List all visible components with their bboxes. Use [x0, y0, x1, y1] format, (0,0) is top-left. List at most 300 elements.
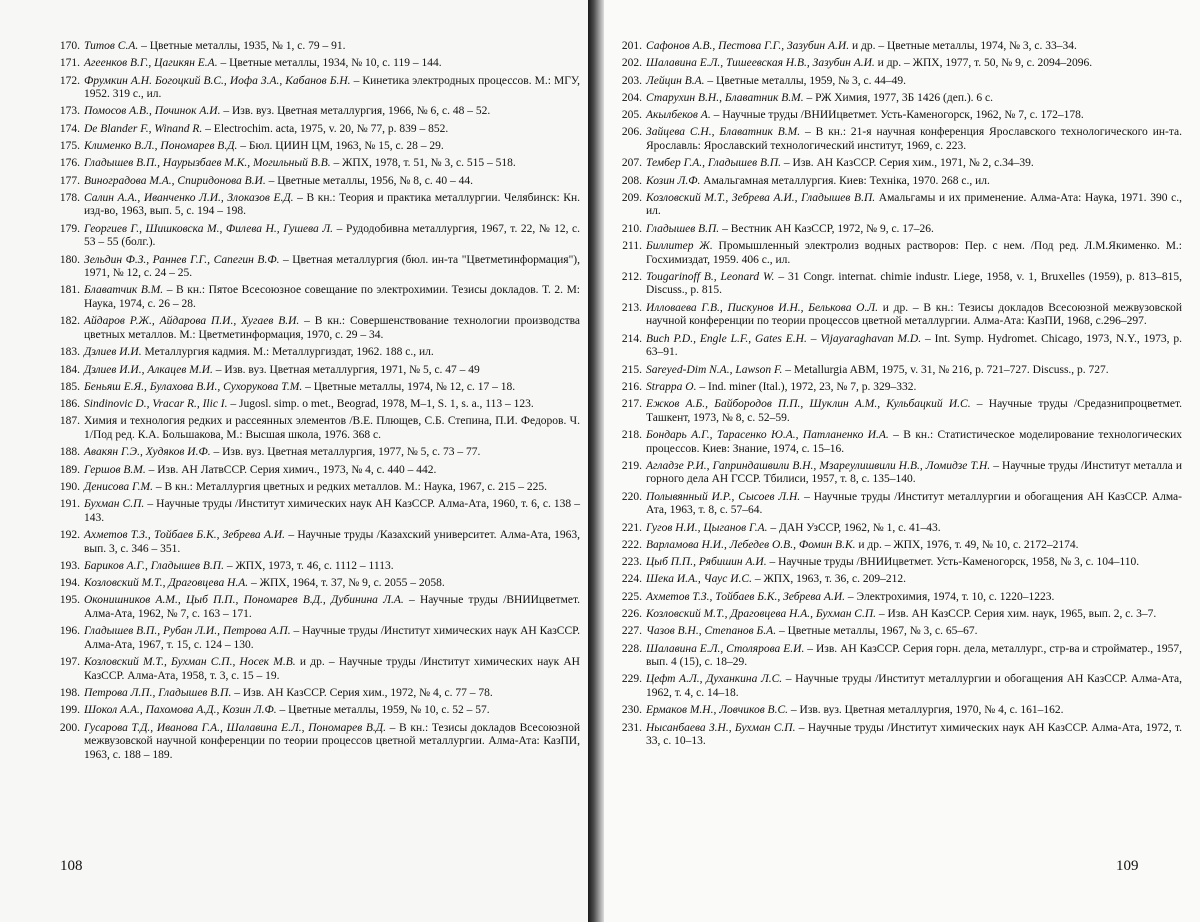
reference-body — [646, 364, 1182, 378]
reference-authors: Варламова Н.И., Лебедев О.В., Фомин В.К. — [646, 538, 856, 551]
reference-entry — [50, 381, 580, 395]
reference-entry — [612, 643, 1182, 670]
reference-entry — [50, 223, 580, 250]
reference-authors: Старухин В.Н., Блаватник В.М. — [646, 91, 804, 104]
reference-authors: Денисова Г.М. — [84, 480, 153, 493]
reference-number: 183. — [59, 346, 80, 359]
reference-body — [646, 591, 1182, 605]
reference-details: – Вестник АН КазССР, 1972, № 9, с. 17–26. — [719, 222, 934, 235]
reference-body — [646, 625, 1182, 639]
reference-body — [646, 75, 1182, 89]
reference-entry — [50, 656, 580, 683]
reference-details: – Изв. АН ЛатвССР. Серия химич., 1973, № 4, с. 440 – 442. — [145, 463, 437, 476]
reference-number: 203. — [621, 74, 642, 87]
reference-entry — [612, 429, 1182, 456]
reference-number: 220. — [621, 490, 642, 503]
reference-number: 211. — [622, 240, 642, 252]
reference-entry — [50, 704, 580, 718]
reference-entry — [612, 608, 1182, 622]
reference-number: 207. — [621, 157, 642, 170]
right-page — [604, 0, 1200, 922]
reference-body — [646, 381, 1182, 395]
reference-entry — [612, 40, 1182, 54]
reference-authors: Тембер Г.А., Гладышев В.П. — [646, 157, 782, 170]
reference-body — [84, 446, 580, 460]
reference-entry — [612, 223, 1182, 237]
reference-number: 228. — [621, 642, 642, 655]
reference-body — [646, 175, 1182, 189]
reference-entry — [612, 591, 1182, 605]
reference-body — [646, 556, 1182, 570]
reference-details: – Изв. вуз. Цветная металлургия, 1966, № 6, с. 48 – 52. — [220, 105, 491, 118]
reference-authors: Козловский М.Т., Драговцева Н.А. — [84, 577, 249, 590]
reference-body — [646, 491, 1182, 518]
reference-details: – Цветные металлы, 1974, № 12, с. 17 – 18. — [302, 380, 516, 393]
reference-entry — [612, 57, 1182, 71]
reference-number: 229. — [621, 673, 642, 686]
reference-number: 219. — [621, 459, 642, 472]
reference-number: 184. — [59, 363, 80, 376]
reference-number: 196. — [59, 625, 80, 638]
reference-number: 190. — [59, 480, 80, 493]
reference-body — [646, 302, 1182, 329]
reference-number: 197. — [59, 656, 80, 669]
reference-body — [84, 381, 580, 395]
reference-authors: Петрова Л.П., Гладышев В.П. — [84, 687, 232, 699]
reference-body — [84, 315, 580, 342]
reference-number: 192. — [59, 528, 80, 541]
reference-number: 223. — [621, 556, 642, 569]
reference-number: 171. — [59, 57, 80, 70]
reference-authors: Sareyed-Dim N.A., Lawson F. — [646, 363, 783, 376]
reference-details: – Изв. АН КазССР. Серия хим., 1972, № 4, с. 77 – 78. — [231, 687, 493, 699]
reference-number: 172. — [59, 74, 80, 87]
reference-details: – Int. Symp. Hydromet. Chicago, 1973, N.Y., 1973, p. 63–91. — [646, 332, 1182, 359]
reference-number: 216. — [621, 380, 642, 393]
reference-entry — [50, 464, 580, 478]
reference-authors: Биллитер Ж. — [646, 240, 713, 252]
reference-entry — [50, 254, 580, 281]
reference-entry — [50, 687, 580, 701]
reference-details: – Цветные металлы, 1935, № 1, с. 79 – 91. — [138, 40, 346, 52]
reference-number: 195. — [59, 594, 80, 607]
reference-details: – Научные труды /Средазнипроцветмет. Ташкент, 1973, № 8, с. 52–59. — [646, 398, 1182, 424]
reference-entry — [50, 560, 580, 574]
reference-entry — [50, 284, 580, 311]
reference-number: 221. — [621, 521, 642, 534]
reference-details: – Научные труды /ВНИИцветмет. Алма-Ата, 1962, № 7, с. 163 – 171. — [84, 594, 580, 620]
reference-authors: Лейцин В.А. — [646, 74, 705, 87]
reference-number: 209. — [621, 191, 642, 204]
reference-details: Металлургия кадмия. М.: Металлургиздат, 1962. 188 с., ил. — [141, 346, 434, 359]
reference-body — [84, 105, 580, 119]
reference-body — [84, 57, 580, 71]
reference-details: – В кн.: Статистическое моделирование технологических процессов. Киев: Знание, 1974, с. 15–16. — [646, 428, 1182, 455]
reference-number: 202. — [621, 57, 642, 70]
reference-body — [646, 109, 1182, 123]
reference-number: 189. — [59, 463, 80, 476]
reference-details: – Цветные металлы, 1959, № 3, с. 44–49. — [704, 74, 906, 87]
reference-body — [84, 560, 580, 574]
reference-number: 210. — [621, 222, 642, 235]
reference-entry — [612, 75, 1182, 89]
reference-body — [84, 625, 580, 652]
reference-body — [646, 429, 1182, 456]
reference-details: и др. – ЖПХ, 1976, т. 49, № 10, с. 2172–2174. — [855, 538, 1079, 551]
reference-entry — [50, 577, 580, 591]
reference-authors: Бухман С.П. — [84, 498, 145, 511]
reference-details: Амальгамная металлургия. Киев: Техніка, 1970. 268 с., ил. — [700, 174, 990, 187]
reference-number: 173. — [59, 105, 80, 118]
reference-entry — [50, 40, 580, 54]
reference-number: 194. — [59, 577, 80, 590]
reference-number: 179. — [59, 222, 80, 235]
page-number: 108 — [60, 858, 83, 874]
reference-entry — [612, 364, 1182, 378]
reference-authors: Buch P.D., Engle L.F., Gates E.H. – Vijayaraghavan M.D. — [646, 332, 922, 345]
reference-details: Амальгамы и их применение. Алма-Ата: Наука, 1971. 390 с., ил. — [646, 191, 1182, 218]
reference-body — [646, 271, 1182, 298]
reference-entry — [612, 333, 1182, 360]
reference-authors: Титов С.А. — [84, 40, 139, 52]
reference-body — [84, 140, 580, 154]
reference-details: – Научные труды /Институт металлургии и обогащения АН КазССР. Алма-Ата, 1962, т. 4, с. 14–18. — [646, 673, 1182, 699]
reference-entry — [50, 594, 580, 621]
reference-authors: Бариков А.Г., Гладышев В.П. — [84, 559, 224, 572]
reference-body — [646, 643, 1182, 670]
reference-details: – ЖПХ, 1973, т. 46, с. 1112 – 1113. — [223, 559, 394, 572]
reference-authors: Козловский М.Т., Бухман С.П., Носек М.В. — [84, 656, 296, 669]
reference-entry — [612, 302, 1182, 329]
reference-entry — [50, 175, 580, 189]
reference-authors: Агеенков В.Г., Цагикян Е.А. — [84, 57, 218, 70]
reference-details: – В кн.: Теория и практика металлургии. Челябинск: Кн. изд-во, 1963, вып. 5, с. 194 – 198. — [84, 191, 580, 218]
reference-details: – Цветные металлы, 1934, № 10, с. 119 – 144. — [217, 57, 442, 70]
reference-details: и др. – Цветные металлы, 1974, № 3, с. 33–34. — [849, 40, 1077, 52]
reference-details: – ЖПХ, 1978, т. 51, № 3, с. 515 – 518. — [330, 157, 516, 170]
reference-entry — [612, 491, 1182, 518]
reference-authors: Гладышев В.П., Наурызбаев М.К., Могильный В.В. — [84, 157, 331, 170]
reference-entry — [612, 460, 1182, 487]
reference-details: – Изв. вуз. Цветная металлургия, 1977, № 5, с. 73 – 77. — [210, 446, 481, 459]
reference-entry — [50, 315, 580, 342]
reference-number: 174. — [59, 122, 80, 135]
reference-entry — [612, 722, 1182, 749]
reference-entry — [612, 92, 1182, 106]
reference-body — [84, 704, 580, 718]
reference-authors: Блаватчик В.М. — [84, 284, 164, 297]
reference-number: 227. — [621, 625, 642, 638]
reference-entry — [50, 105, 580, 119]
reference-details: – Рудодобивна металлургия, 1967, т. 22, № 12, с. 53 – 55 (болг.). — [84, 222, 581, 249]
reference-number: 177. — [59, 174, 80, 187]
reference-details: – В кн.: Пятое Всесоюзное совещание по электрохимии. Тезисы докладов. Т. 2. М: Наука, 1974, с. 26 – 28. — [84, 284, 580, 311]
reference-body — [84, 656, 580, 683]
page-number: 109 — [1116, 858, 1139, 874]
reference-number: 208. — [621, 174, 642, 187]
reference-authors: Гладышев В.П. — [646, 222, 720, 235]
reference-details: – Бюл. ЦИИН ЦМ, 1963, № 15, с. 28 – 29. — [237, 140, 444, 152]
reference-details: – Изв. АН КазССР. Серия хим., 1971, № 2, с.34–39. — [781, 157, 1034, 170]
reference-authors: Strappa O. — [646, 380, 697, 393]
reference-details: – Electrochim. acta, 1975, v. 20, № 77, p. 839 – 852. — [202, 122, 449, 135]
reference-number: 226. — [621, 607, 642, 620]
reference-number: 224. — [621, 573, 642, 586]
reference-body — [646, 240, 1182, 267]
reference-body — [84, 481, 580, 495]
reference-body — [646, 460, 1182, 487]
reference-entry — [50, 123, 580, 137]
reference-authors: Sindinovic D., Vracar R., Ilic I. — [84, 398, 228, 411]
reference-details: Химия и технология редких и рассеянных элементов /В.Е. Плющев, С.Б. Степина, П.И. Федоров. Ч. 1/Под ред. К.А. Большакова, М.: Высшая школа, 1976. 368 с. — [84, 415, 580, 441]
reference-details: и др. – В кн.: Тезисы докладов Всесоюзной межвузовской научной конференции по теории процессов цветной металлургии. Алма-Ата: КазПИ, 1968, с.296–297. — [646, 301, 1182, 328]
reference-entry — [612, 240, 1182, 267]
reference-number: 170. — [59, 40, 80, 52]
reference-details: – Изв. вуз. Цветная металлургия, 1971, № 5, с. 47 – 49 — [212, 363, 480, 376]
reference-authors: Цыб П.П., Рябишин А.И. — [646, 556, 767, 569]
reference-authors: Шалавина Е.Л., Столярова Е.И. — [646, 642, 805, 655]
reference-number: 217. — [621, 398, 642, 411]
reference-body — [646, 333, 1182, 360]
reference-body — [646, 704, 1182, 718]
reference-details: – Metallurgia ABM, 1975, v. 31, № 216, p. 721–727. Discuss., p. 727. — [782, 363, 1109, 376]
reference-entry — [50, 722, 580, 763]
reference-details: и др. – ЖПХ, 1977, т. 50, № 9, с. 2094–2096. — [874, 57, 1093, 70]
reference-entry — [50, 140, 580, 154]
reference-number: 198. — [59, 687, 80, 699]
reference-body — [646, 573, 1182, 587]
reference-details: – Jugosl. simp. o met., Beograd, 1978, M–1, S. 1, s. a., 113 – 123. — [227, 398, 534, 411]
reference-authors: Оконишников А.М., Цыб П.П., Пономарев В.Д., Дубинина Л.А. — [84, 594, 404, 607]
reference-number: 218. — [621, 428, 642, 441]
reference-authors: Полывянный И.Р., Сысоев Л.Н. — [646, 490, 801, 503]
reference-details: – Электрохимия, 1974, т. 10, с. 1220–1223. — [845, 590, 1055, 603]
reference-authors: Гусарова Т.Д., Иванова Г.А., Шалавина Е.Л., Пономарев В.Д. — [84, 721, 386, 734]
reference-number: 178. — [59, 191, 80, 204]
reference-details: – ЖПХ, 1963, т. 36, с. 209–212. — [751, 573, 907, 586]
reference-body — [646, 722, 1182, 749]
reference-authors: Илловаева Г.В., Пискунов И.Н., Белькова О.Л. — [646, 301, 879, 314]
reference-authors: Клименко В.Л., Пономарев В.Д. — [84, 140, 238, 152]
reference-authors: Беньяш Е.Я., Булахова В.И., Сухорукова Т.М. — [84, 380, 303, 393]
reference-entry — [612, 126, 1182, 153]
reference-details: – РЖ Химия, 1977, 3Б 1426 (деп.). 6 с. — [803, 91, 994, 104]
reference-body — [646, 398, 1182, 425]
reference-details: – Ind. miner (Ital.), 1972, 23, № 7, p. 329–332. — [696, 380, 917, 393]
reference-details: – В кн.: Тезисы докладов Всесоюзной межвузовской научной конференции по теории процессов цветной металлургии. Алма-Ата: КазПИ, 1963, с. 188 – 189. — [84, 721, 580, 761]
reference-details: – Цветные металлы, 1956, № 8, с. 40 – 44. — [265, 174, 473, 187]
reference-authors: Бондарь А.Г., Тарасенко Ю.А., Патланенко И.А. — [646, 428, 889, 441]
reference-body — [84, 192, 580, 219]
reference-body — [646, 223, 1182, 237]
reference-authors: Фрумкин А.Н. Богоцкий В.С., Иофа З.А., Кабанов Б.Н. — [84, 74, 351, 87]
reference-entry — [50, 625, 580, 652]
reference-authors: De Blander F., Winand R. — [84, 122, 203, 135]
reference-number: 222. — [621, 538, 642, 551]
reference-body — [84, 346, 580, 360]
book-gutter — [588, 0, 604, 922]
reference-number: 215. — [621, 363, 642, 376]
reference-body — [84, 415, 580, 442]
left-page — [0, 0, 588, 922]
reference-body — [646, 157, 1182, 171]
reference-entry — [50, 157, 580, 171]
reference-details: – Научные труды /Институт металлургии и обогащения АН КазССР. Алма-Ата, 1963, т. 8, с. 57–64. — [646, 490, 1182, 517]
reference-authors: Чазов В.Н., Степанов Б.А. — [646, 625, 777, 638]
reference-authors: Шека И.А., Чаус И.С. — [646, 573, 752, 586]
reference-entry — [612, 522, 1182, 536]
reference-authors: Георгиев Г., Шишковска М., Филева Н., Гушева Л. — [84, 222, 334, 235]
reference-body — [646, 608, 1182, 622]
reference-authors: Дзлиев И.И., Алкацев М.И. — [84, 363, 213, 376]
reference-body — [84, 364, 580, 378]
reference-list-right — [612, 40, 1182, 752]
reference-details: – В кн.: Совершенствование технологии производства цветных металлов. М.: Цветметинформация, 1970, с. 29 – 34. — [84, 315, 580, 341]
reference-number: 230. — [621, 704, 642, 717]
reference-entry — [50, 75, 580, 102]
reference-details: – Цветные металлы, 1967, № 3, с. 65–67. — [776, 625, 978, 638]
reference-number: 187. — [59, 415, 80, 428]
reference-body — [84, 722, 580, 763]
reference-body — [646, 57, 1182, 71]
reference-number: 214. — [621, 332, 642, 345]
reference-authors: Шокол А.А., Пахомова А.Д., Козин Л.Ф. — [84, 704, 277, 717]
reference-details: – Цветная металлургия (бюл. ин-та "Цветметинформация"), 1971, № 12, с. 24 – 25. — [84, 253, 580, 280]
reference-body — [84, 123, 580, 137]
reference-number: 206. — [621, 126, 642, 139]
reference-details: – Научные труды /Институт химических наук АН КазССР. Алма-Ата, 1960, т. 6, с. 138 – 143. — [84, 498, 580, 524]
reference-list-left — [50, 40, 580, 766]
reference-authors: Цефт А.Л., Духанкина Л.С. — [646, 673, 783, 686]
reference-entry — [50, 364, 580, 378]
reference-number: 213. — [621, 301, 642, 314]
reference-details: – Кинетика электродных процессов. М.: МГУ, 1952. 319 с., ил. — [84, 74, 580, 101]
reference-authors: Козловский М.Т., Зебрева А.И., Гладышев В.П. — [646, 191, 876, 204]
reference-body — [646, 192, 1182, 219]
reference-entry — [612, 625, 1182, 639]
reference-body — [84, 284, 580, 311]
reference-number: 185. — [59, 380, 80, 393]
reference-body — [84, 254, 580, 281]
reference-entry — [50, 346, 580, 360]
reference-number: 199. — [59, 704, 80, 717]
reference-details: – Научные труды /Институт химических наук АН КазССР. Алма-Ата, 1972, т. 33, с. 10–13. — [646, 721, 1182, 748]
reference-details: – Цветные металлы, 1959, № 10, с. 52 – 57. — [276, 704, 490, 717]
reference-number: 180. — [59, 253, 80, 266]
reference-entry — [612, 539, 1182, 553]
reference-body — [84, 687, 580, 701]
reference-authors: Ежков А.Б., Байбородов П.П., Шуклин А.М., Кульбацкий И.С. — [646, 398, 971, 411]
reference-authors: Салин А.А., Иванченко Л.И., Злоказов Е.Д. — [84, 191, 294, 204]
reference-entry — [612, 192, 1182, 219]
reference-entry — [612, 573, 1182, 587]
reference-body — [84, 75, 580, 102]
reference-number: 176. — [59, 157, 80, 170]
reference-details: – Изв. АН КазССР. Серия горн. дела, металлург., стр-ва и стройматер., 1957, вып. 4 (15), с. 18–29. — [646, 642, 1182, 669]
reference-number: 186. — [59, 398, 80, 411]
reference-entry — [612, 175, 1182, 189]
reference-entry — [50, 498, 580, 525]
reference-entry — [612, 673, 1182, 700]
reference-entry — [612, 704, 1182, 718]
reference-authors: Дзлиев И.И. — [84, 346, 142, 359]
reference-number: 231. — [621, 721, 642, 734]
reference-body — [84, 577, 580, 591]
reference-details: – ЖПХ, 1964, т. 37, № 9, с. 2055 – 2058. — [248, 577, 445, 590]
reference-entry — [50, 446, 580, 460]
reference-authors: Сафонов А.В., Пестова Г.Г., Зазубин А.И. — [646, 40, 850, 52]
reference-details: – Научные труды /ВНИИцветмет. Усть-Каменогорск, 1958, № 3, с. 104–110. — [766, 556, 1140, 569]
reference-authors: Ахметов Т.З., Тойбаев Б.К., Зебрева А.И. — [646, 590, 846, 603]
reference-body — [84, 398, 580, 412]
reference-body — [646, 673, 1182, 700]
reference-details: Промышленный электролиз водных растворов: Пер. с нем. /Под ред. Л.М.Якименко. М.: Госхимиздат, 1959. 406 с., ил. — [646, 240, 1182, 266]
reference-entry — [612, 556, 1182, 570]
reference-entry — [50, 57, 580, 71]
reference-authors: Авакян Г.Э., Худяков И.Ф. — [84, 446, 211, 459]
reference-authors: Tougarinoff B., Leonard W. — [646, 270, 775, 283]
reference-authors: Помосов А.В., Починок А.И. — [84, 105, 221, 118]
reference-entry — [50, 192, 580, 219]
reference-body — [84, 464, 580, 478]
reference-number: 200. — [59, 721, 80, 734]
reference-details: – Научные труды /Институт металла и горного дела АН ГССР. Тбилиси, 1957, т. 8, с. 135–140. — [646, 459, 1182, 486]
reference-authors: Ермаков М.Н., Ловчиков В.С. — [646, 704, 789, 717]
reference-authors: Зельдин Ф.З., Раннев Г.Г., Сапегин В.Ф. — [84, 253, 280, 266]
reference-entry — [612, 381, 1182, 395]
reference-body — [84, 157, 580, 171]
reference-authors: Айдаров Р.Ж., Айдарова П.И., Хугаев В.И. — [84, 315, 300, 328]
reference-entry — [612, 157, 1182, 171]
reference-authors: Козин Л.Ф. — [646, 174, 701, 187]
reference-number: 193. — [59, 559, 80, 572]
reference-body — [84, 40, 580, 54]
reference-authors: Гершов В.М. — [84, 463, 146, 476]
reference-number: 201. — [621, 40, 642, 52]
reference-details: – Изв. вуз. Цветная металлургия, 1970, № 4, с. 161–162. — [788, 704, 1064, 717]
reference-authors: Зайцева С.Н., Блаватник В.М. — [646, 126, 801, 139]
reference-entry — [50, 398, 580, 412]
reference-body — [646, 539, 1182, 553]
reference-authors: Ахметов Т.З., Тойбаев Б.К., Зебрева А.И. — [84, 528, 286, 541]
reference-body — [84, 529, 580, 556]
reference-number: 205. — [621, 109, 642, 122]
reference-details: и др. – Научные труды /Институт химических наук АН КазССР. Алма-Ата, 1958, т. 3, с. 15 – 19. — [84, 656, 580, 682]
reference-number: 212. — [621, 270, 642, 283]
reference-entry — [612, 398, 1182, 425]
reference-entry — [50, 529, 580, 556]
reference-body — [646, 40, 1182, 54]
reference-details: – В кн.: Металлургия цветных и редких металлов. М.: Наука, 1967, с. 215 – 225. — [153, 480, 548, 493]
reference-details: – Научные труды /Казахский университет. Алма-Ата, 1963, вып. 3, с. 346 – 351. — [84, 528, 580, 555]
reference-body — [646, 126, 1182, 153]
reference-authors: Козловский М.Т., Драговцева Н.А., Бухман С.П. — [646, 607, 876, 620]
reference-authors: Шалавина Е.Л., Тишеевская Н.В., Зазубин А.И. — [646, 57, 875, 70]
reference-number: 175. — [59, 140, 80, 152]
reference-body — [84, 175, 580, 189]
reference-body — [84, 498, 580, 525]
reference-body — [84, 594, 580, 621]
reference-details: – ДАН УзССР, 1962, № 1, с. 41–43. — [767, 521, 941, 534]
reference-authors: Акылбеков А. — [646, 109, 711, 122]
reference-number: 188. — [59, 446, 80, 459]
reference-entry — [50, 415, 580, 442]
reference-details: – Научные труды /ВНИИцветмет. Усть-Каменогорск, 1962, № 7, с. 172–178. — [710, 109, 1084, 122]
reference-details: – Научные труды /Институт химических наук АН КазССР. Алма-Ата, 1967, т. 15, с. 124 – 130. — [84, 625, 580, 651]
reference-details: – 31 Congr. internat. chimie industr. Liege, 1958, v. 1, Bruxelles (1959), p. 813–815, Discuss., p. 815. — [646, 270, 1182, 297]
reference-authors: Гугов Н.И., Цыганов Г.А. — [646, 521, 768, 534]
reference-details: – В кн.: 21-я научная конференция Ярославского технологического ин-та. Ярославль: Ярославский технологический институт, 1969, с. 223. — [646, 126, 1182, 152]
